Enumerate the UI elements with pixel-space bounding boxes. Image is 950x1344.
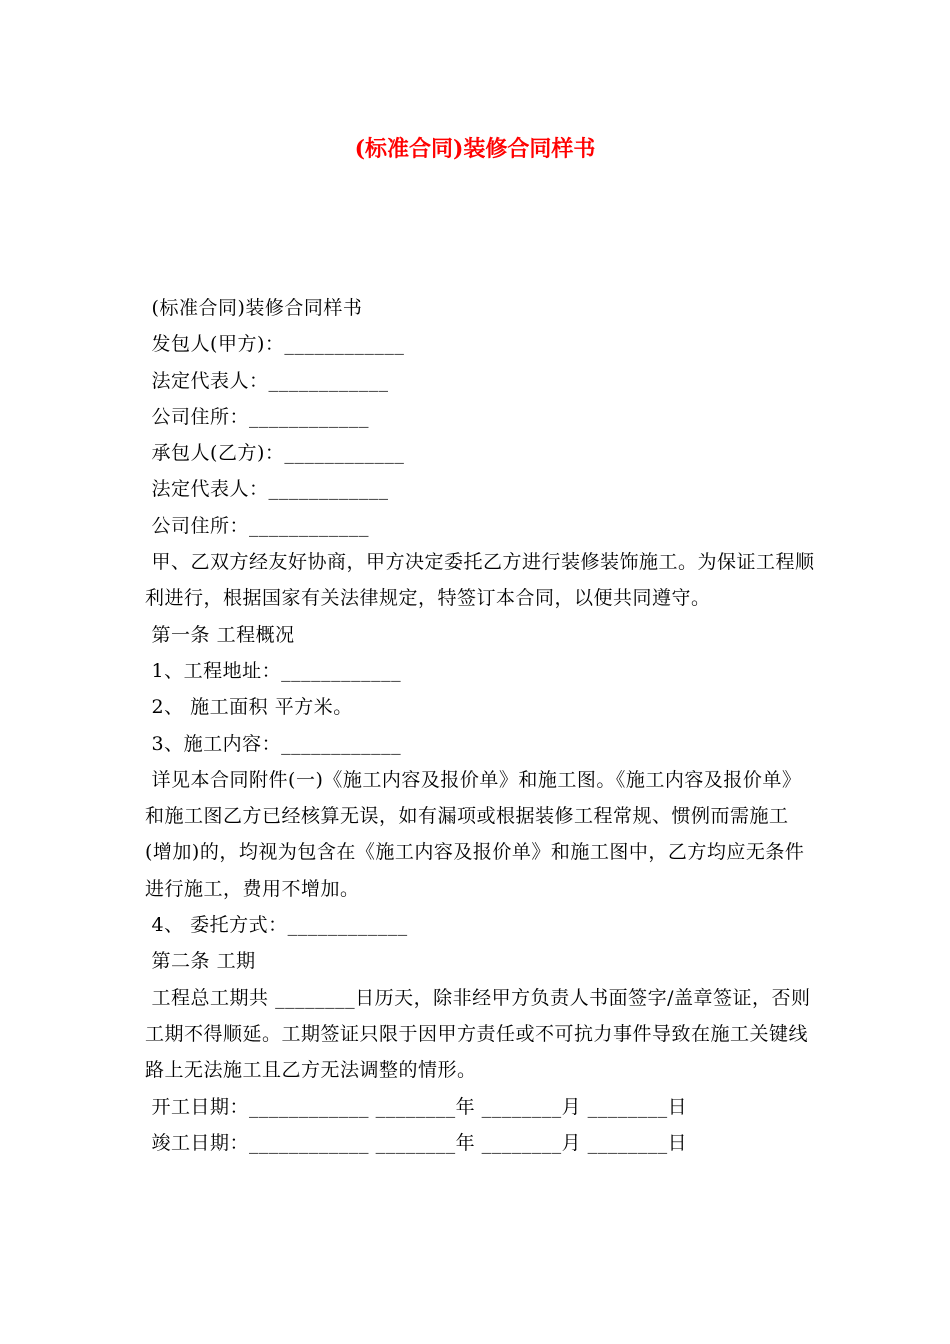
paragraph-commission-method: 4、 委托方式：____________ (145, 914, 408, 937)
paragraph-project-address: 1、工程地址：____________ (145, 659, 402, 682)
paragraph-content-details: 详见本合同附件(一)《施工内容及报价单》和施工图。《施工内容及报价单》和施工图乙方已经核算无误，如有漏项或根据装修工程常规、惯例而需施工(增加)的，均视为包含在《施工内容及报价单》和施工图中，乙方均应无条件进行施工，费用不增加。 (145, 768, 805, 900)
paragraph-party-a-address: 公司住所：____________ (145, 405, 370, 428)
document-body (145, 290, 815, 1161)
paragraph-article-1-heading: 第一条 工程概况 (145, 623, 295, 646)
paragraph-heading: (标准合同)装修合同样书 (145, 297, 363, 319)
paragraph-party-a-representative: 法定代表人：____________ (145, 369, 389, 392)
paragraph-party-b-representative: 法定代表人：____________ (145, 478, 389, 501)
paragraph-completion-date: 竣工日期：____________ ________年 ________月 ________日 (145, 1131, 688, 1154)
document-title: (标准合同)装修合同样书 (354, 136, 596, 162)
paragraph-party-b: 承包人(乙方)：____________ (145, 442, 405, 465)
paragraph-party-a: 发包人(甲方)：____________ (145, 333, 405, 356)
paragraph-preamble: 甲、乙双方经友好协商，甲方决定委托乙方进行装修装饰施工。为保证工程顺利进行，根据国家有关法律规定，特签订本合同，以便共同遵守。 (145, 551, 815, 610)
paragraph-start-date: 开工日期：____________ ________年 ________月 ________日 (145, 1095, 688, 1118)
paragraph-duration: 工程总工期共 ________日历天，除非经甲方负责人书面签字/盖章签证，否则工期不得顺延。工期签证只限于因甲方责任或不可抗力事件导致在施工关键线路上无法施工且乙方无法调整的情形。 (145, 986, 811, 1082)
paragraph-construction-area: 2、 施工面积 平方米。 (145, 696, 353, 719)
paragraph-article-2-heading: 第二条 工期 (145, 950, 256, 973)
paragraph-party-b-address: 公司住所：____________ (145, 514, 370, 537)
paragraph-construction-content: 3、施工内容：____________ (145, 732, 402, 755)
